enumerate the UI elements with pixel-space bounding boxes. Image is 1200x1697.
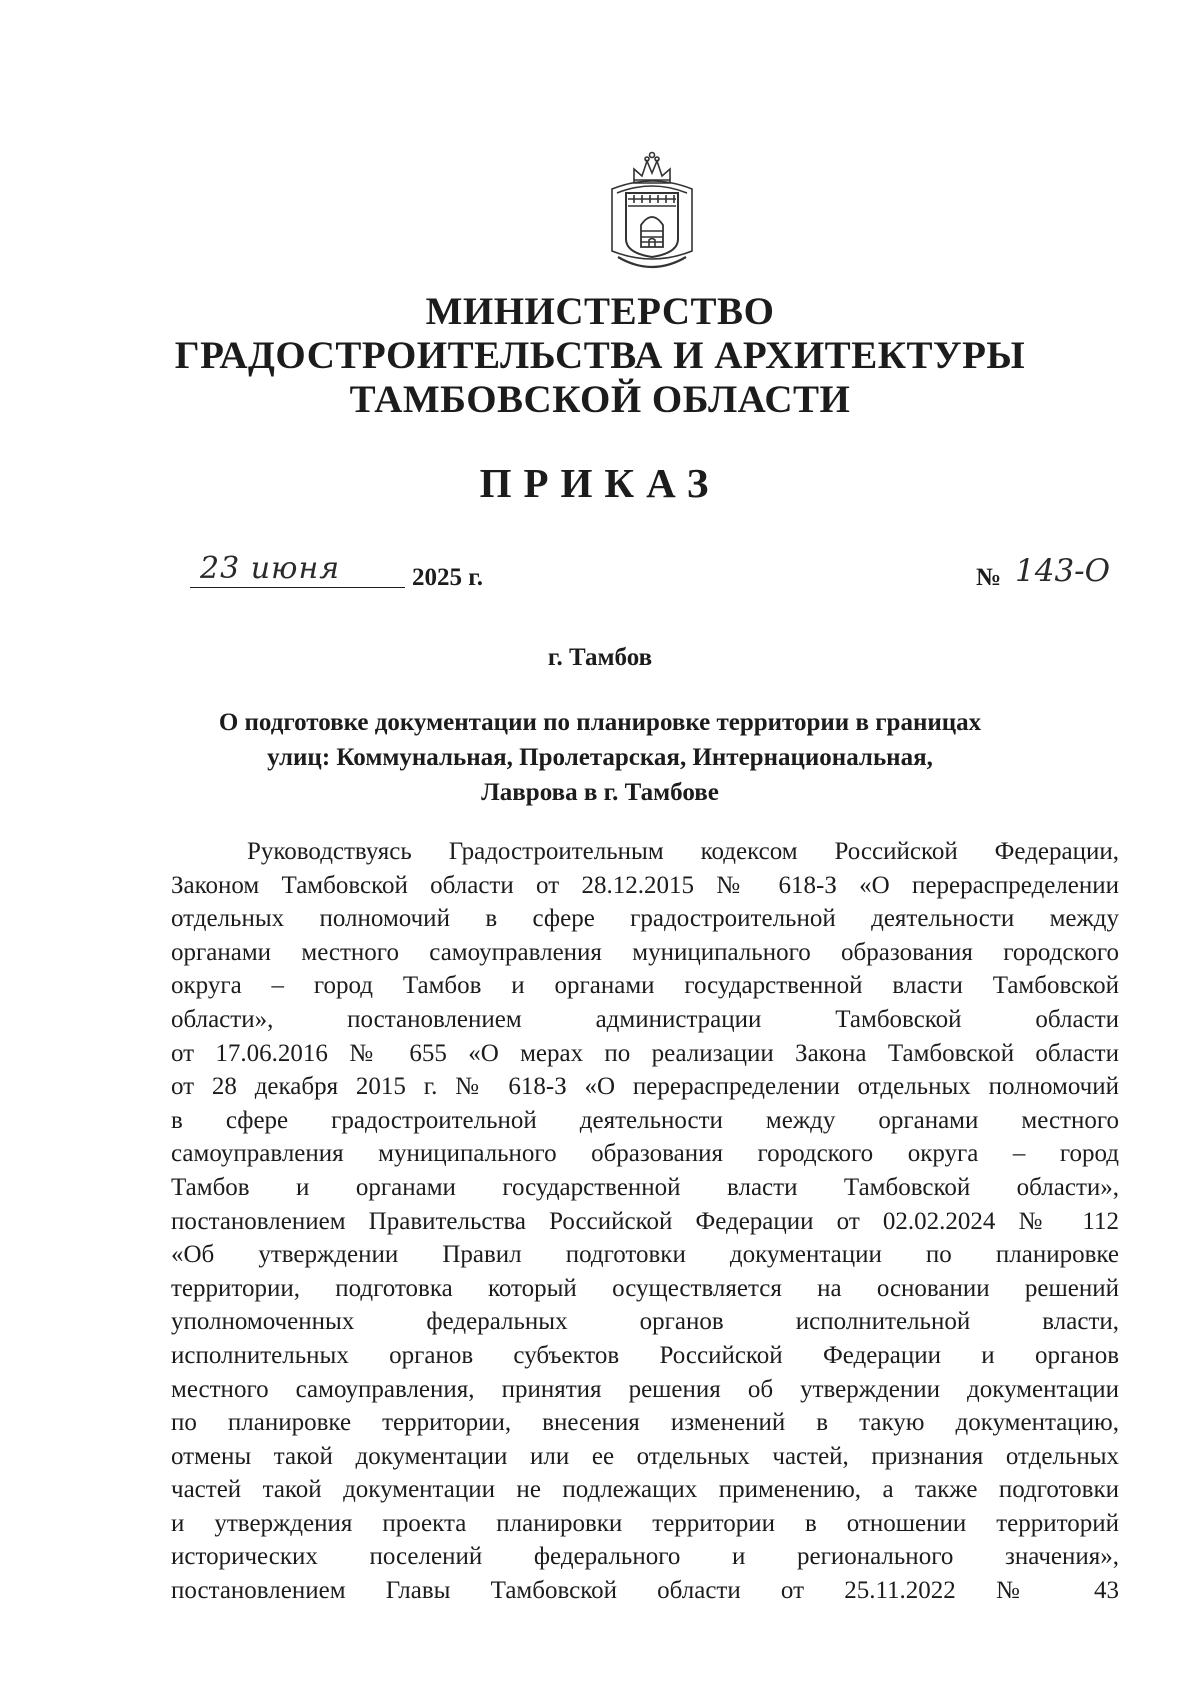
body-line: отмены такой документации или ее отдельных частей, признания отдельных bbox=[171, 1442, 1119, 1470]
ministry-name bbox=[0, 290, 1200, 422]
body-line: от 17.06.2016 № 655 «О мерах по реализации Закона Тамбовской области bbox=[171, 1039, 1119, 1067]
ministry-line: ГРАДОСТРОИТЕЛЬСТВА И АРХИТЕКТУРЫ bbox=[174, 334, 1026, 377]
order-subject bbox=[0, 705, 1200, 810]
body-line: самоуправления муниципального образования городского округа – город bbox=[171, 1140, 1119, 1168]
document-type-title: ПРИКАЗ bbox=[479, 460, 721, 506]
ministry-line: ТАМБОВСКОЙ ОБЛАСТИ bbox=[349, 378, 851, 421]
coat-of-arms-icon bbox=[604, 143, 700, 276]
date-year: 2025 г. bbox=[412, 564, 484, 591]
body-line: постановлением Правительства Российской Федерации от 02.02.2024 № 112 bbox=[171, 1207, 1119, 1235]
ministry-line: МИНИСТЕРСТВО bbox=[425, 290, 775, 333]
body-line: частей такой документации не подлежащих применению, а также подготовки bbox=[171, 1476, 1119, 1504]
body-line: отдельных полномочий в сфере градостроительной деятельности между bbox=[171, 905, 1119, 933]
handwritten-date: 23 июня bbox=[200, 551, 341, 586]
body-line: уполномоченных федеральных органов исполнительной власти, bbox=[171, 1308, 1119, 1336]
body-line: Руководствуясь Градостроительным кодексом Российской Федерации, bbox=[247, 838, 1119, 865]
number-label: № bbox=[976, 564, 1002, 591]
body-line: исторических поселений федерального и регионального значения», bbox=[171, 1543, 1119, 1571]
body-line: Тамбов и органами государственной власти Тамбовской области», bbox=[171, 1173, 1119, 1201]
body-line: области», постановлением администрации Тамбовской области bbox=[171, 1005, 1119, 1033]
body-line: постановлением Главы Тамбовской области от 25.11.2022 № 43 bbox=[171, 1577, 1119, 1605]
body-line: местного самоуправления, принятия решения об утверждении документации bbox=[171, 1375, 1119, 1403]
body-line: округа – город Тамбов и органами государственной власти Тамбовской bbox=[171, 972, 1119, 1000]
subject-line: О подготовке документации по планировке территории в границах bbox=[218, 709, 982, 736]
body-line: от 28 декабря 2015 г. № 618-З «О перераспределении отдельных полномочий bbox=[171, 1073, 1119, 1101]
body-line: исполнительных органов субъектов Российской Федерации и органов bbox=[171, 1341, 1119, 1369]
body-line: территории, подготовка который осуществляется на основании решений bbox=[171, 1274, 1119, 1302]
body-line: в сфере градостроительной деятельности между органами местного bbox=[171, 1106, 1119, 1134]
subject-line: Лаврова в г. Тамбове bbox=[481, 779, 719, 806]
body-line: органами местного самоуправления муниципального образования городского bbox=[171, 938, 1119, 966]
body-line: Законом Тамбовской области от 28.12.2015 № 618-З «О перераспределении bbox=[171, 871, 1119, 899]
handwritten-number: 143-О bbox=[1015, 553, 1111, 589]
body-line: по планировке территории, внесения изменений в такую документацию, bbox=[171, 1409, 1119, 1437]
subject-line: улиц: Коммунальная, Пролетарская, Интернациональная, bbox=[267, 744, 933, 771]
body-paragraph bbox=[171, 835, 1119, 1608]
body-line: и утверждения проекта планировки территории в отношении территорий bbox=[171, 1509, 1119, 1537]
body-line: «Об утверждении Правил подготовки документации по планировке bbox=[171, 1241, 1119, 1269]
city-name: г. Тамбов bbox=[547, 644, 653, 671]
